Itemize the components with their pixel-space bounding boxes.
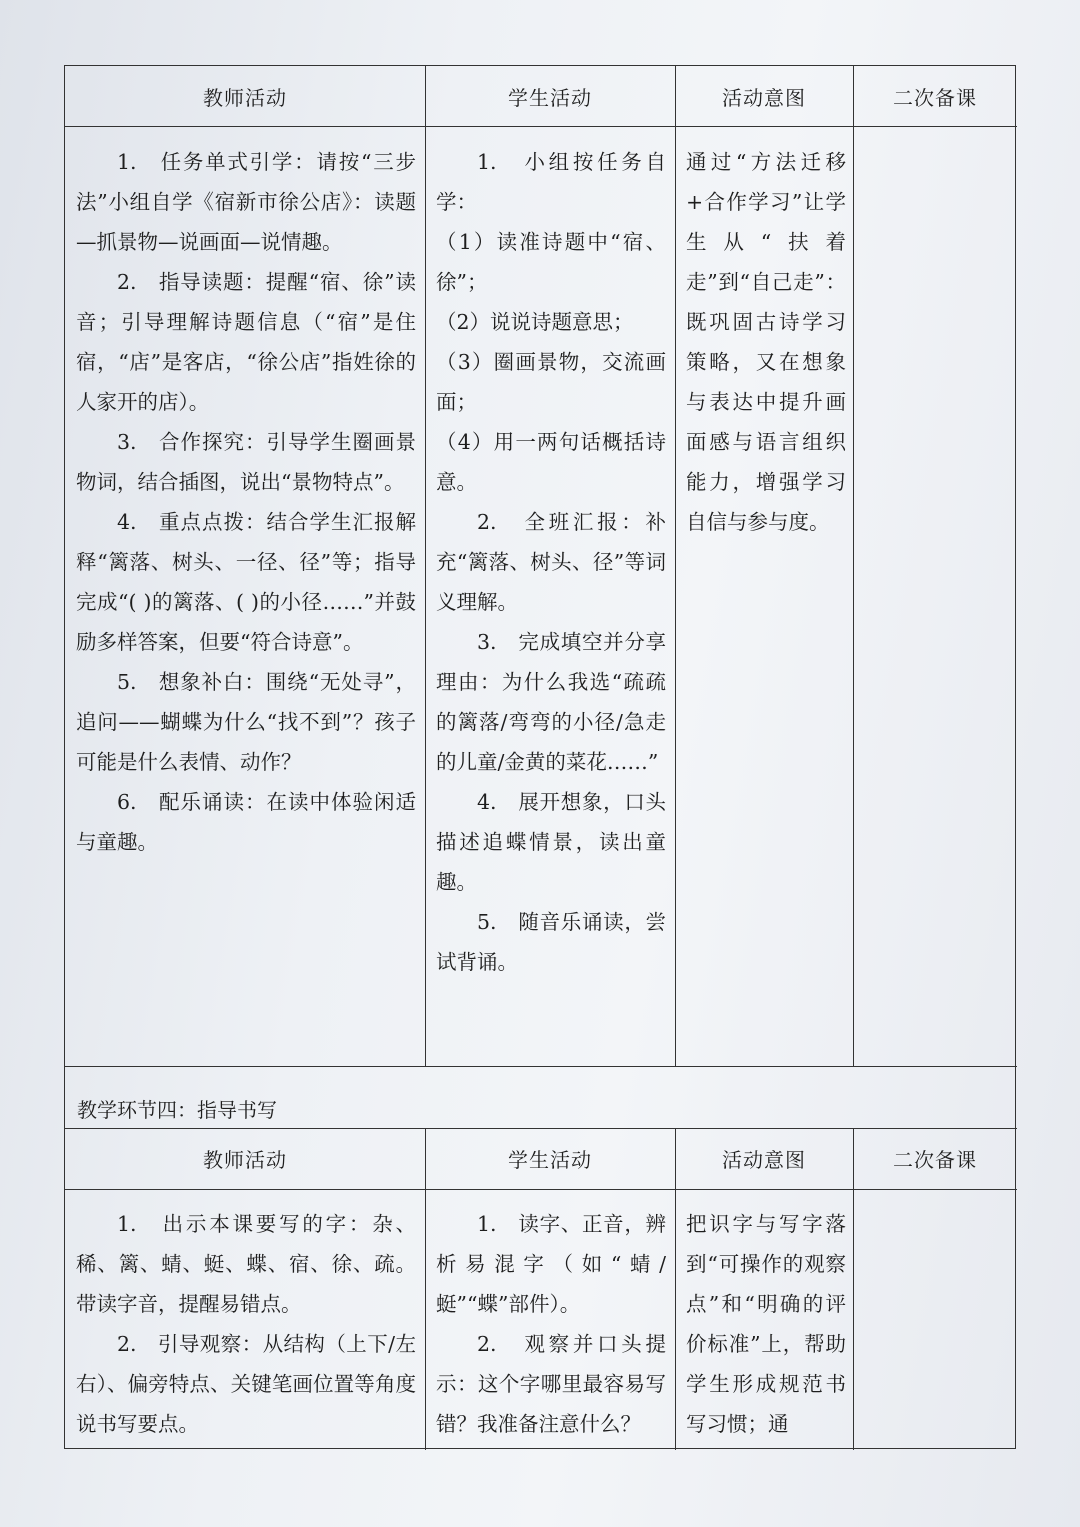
- header-teacher-activity: 教师活动: [203, 1147, 287, 1172]
- lesson-plan-table: [64, 65, 1016, 1449]
- student-activity-cell: [436, 1204, 666, 1444]
- column-divider: [675, 66, 676, 1066]
- row-divider: [65, 1066, 1017, 1067]
- paragraph: 3. 合作探究：引导学生圈画景物词，结合插图，说出“景物特点”。: [76, 430, 416, 494]
- paragraph: 1. 任务单式引学：请按“三步法”小组自学《宿新市徐公店》：读题—抓景物—说画面—说情趣。: [76, 150, 416, 254]
- paragraph: 2. 全班汇报：补充“篱落、树头、径”等词义理解。: [436, 510, 666, 614]
- paragraph: （2）说说诗题意思；: [436, 310, 634, 334]
- paragraph: 5. 随音乐诵读，尝试背诵。: [436, 910, 666, 974]
- header-student-activity: 学生活动: [508, 85, 592, 110]
- section-title: 教学环节四：指导书写: [77, 1097, 277, 1122]
- paragraph: 3. 完成填空并分享理由：为什么我选“疏疏的篱落/弯弯的小径/急走的儿童/金黄的菜花……”: [436, 630, 666, 774]
- paragraph: 2. 指导读题：提醒“宿、徐”读音；引导理解诗题信息（“宿”是住宿，“店”是客店，“徐公店”指姓徐的人家开的店）。: [76, 270, 416, 414]
- paragraph: 5. 想象补白：围绕“无处寻”，追问——蝴蝶为什么“找不到”？孩子可能是什么表情、动作？: [76, 670, 416, 774]
- paragraph: 2. 引导观察：从结构（上下/左右）、偏旁特点、关键笔画位置等角度说书写要点。: [76, 1332, 416, 1436]
- student-activity-cell: [436, 142, 666, 982]
- paragraph: 2. 观察并口头提示：这个字哪里最容易写错？我准备注意什么？: [436, 1332, 666, 1436]
- column-divider: [425, 66, 426, 1066]
- header-second-prep: 二次备课: [893, 1147, 977, 1172]
- paragraph: 4. 重点点拨：结合学生汇报解释“篱落、树头、一径、径”等；指导完成“( )的篱落、( )的小径……”并鼓励多样答案，但要“符合诗意”。: [76, 510, 416, 654]
- paragraph: 4. 展开想象，口头描述追蝶情景，读出童趣。: [436, 790, 666, 894]
- teacher-activity-cell: [76, 142, 416, 862]
- paragraph: 6. 配乐诵读：在读中体验闲适与童趣。: [76, 790, 416, 854]
- column-divider: [853, 66, 854, 1066]
- row-divider: [65, 126, 1017, 127]
- paragraph: （3）圈画景物，交流画面；: [436, 350, 666, 414]
- teacher-activity-cell: [76, 1204, 416, 1444]
- header-activity-intent: 活动意图: [722, 85, 806, 110]
- paragraph: 1. 读字、正音，辨析易混字（如“蜻/蜓”“蝶”部件）。: [436, 1212, 666, 1316]
- activity-intent-cell: 通过“方法迁移+合作学习”让学生从“扶着走”到“自己走”：既巩固古诗学习策略，又在想象与表达中提升画面感与语言组织能力，增强学习自信与参与度。: [686, 150, 846, 534]
- row-divider: [65, 1189, 1017, 1190]
- paragraph: 1. 小组按任务自学：: [436, 150, 666, 214]
- paragraph: （1）读准诗题中“宿、徐”；: [436, 230, 666, 294]
- header-second-prep: 二次备课: [893, 85, 977, 110]
- paragraph: （4）用一两句话概括诗意。: [436, 430, 666, 494]
- header-teacher-activity: 教师活动: [203, 85, 287, 110]
- header-activity-intent: 活动意图: [722, 1147, 806, 1172]
- header-student-activity: 学生活动: [508, 1147, 592, 1172]
- paragraph: 1. 出示本课要写的字：杂、稀、篱、蜻、蜓、蝶、宿、徐、疏。带读字音，提醒易错点。: [76, 1212, 416, 1316]
- activity-intent-cell: 把识字与写字落到“可操作的观察点”和“明确的评价标准”上，帮助学生形成规范书写习惯；通: [686, 1212, 846, 1436]
